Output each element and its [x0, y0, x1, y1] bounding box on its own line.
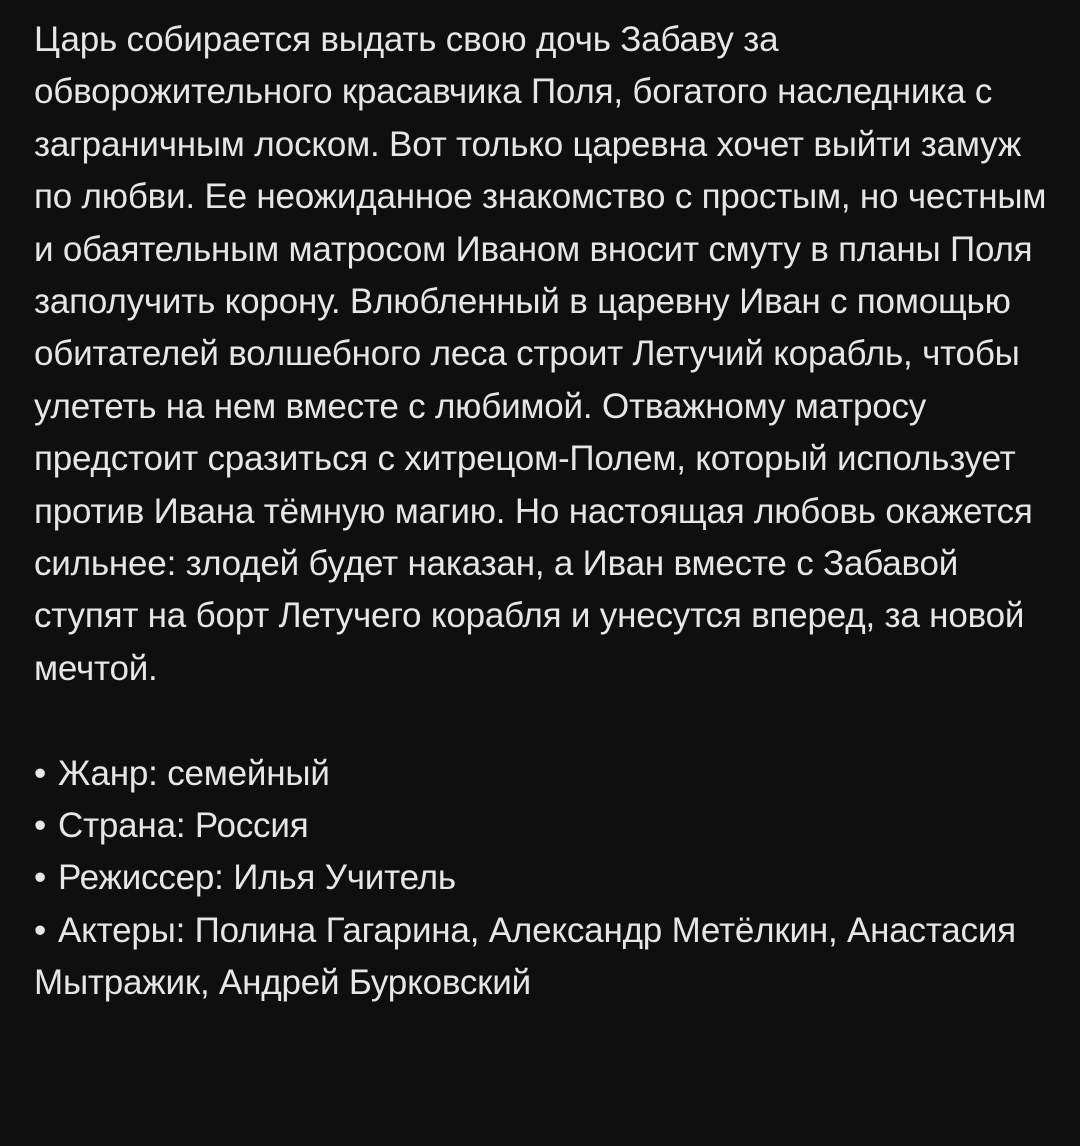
bullet-mark: •	[34, 910, 47, 950]
synopsis-paragraph: Царь собирается выдать свою дочь Забаву за обворожительного красавчика Поля, богатого наследника с заграничным лоском. Вот только царевна хочет выйти замуж по любви. Ее неожиданное знакомство с простым, но честным и обаятельным матросом Иваном вносит смуту в планы Поля заполучить корону. Влюбленный в царевну Иван с помощью обитателей волшебного леса строит Летучий корабль, чтобы улететь на нем вместе с любимой. Отважному матросу предстоит сразиться с хитрецом-Полем, который использует против Ивана тёмную магию. Но настоящая любовь окажется сильнее: злодей будет наказан, а Иван вместе с Забавой ступят на борт Летучего корабля и унесутся вперед, за новой мечтой.	[34, 20, 1047, 688]
fact-text: Жанр: семейный	[58, 753, 330, 793]
paragraph-spacer	[34, 695, 1064, 747]
fact-text: Режиссер: Илья Учитель	[58, 858, 456, 898]
fact-director	[34, 852, 1064, 904]
fact-text: Страна: Россия	[58, 806, 309, 846]
bullet-mark: •	[34, 806, 47, 846]
fact-genre	[34, 748, 1064, 800]
post-text	[34, 14, 1064, 1010]
fact-text: Актеры: Полина Гагарина, Александр Метёлкин, Анастасия Мытражик, Андрей Бурковский	[34, 910, 1016, 1003]
fact-country	[34, 800, 1064, 852]
film-facts-list	[34, 748, 1064, 1010]
bullet-mark: •	[34, 858, 47, 898]
fact-actors	[34, 905, 1064, 1010]
bullet-mark: •	[34, 753, 47, 793]
